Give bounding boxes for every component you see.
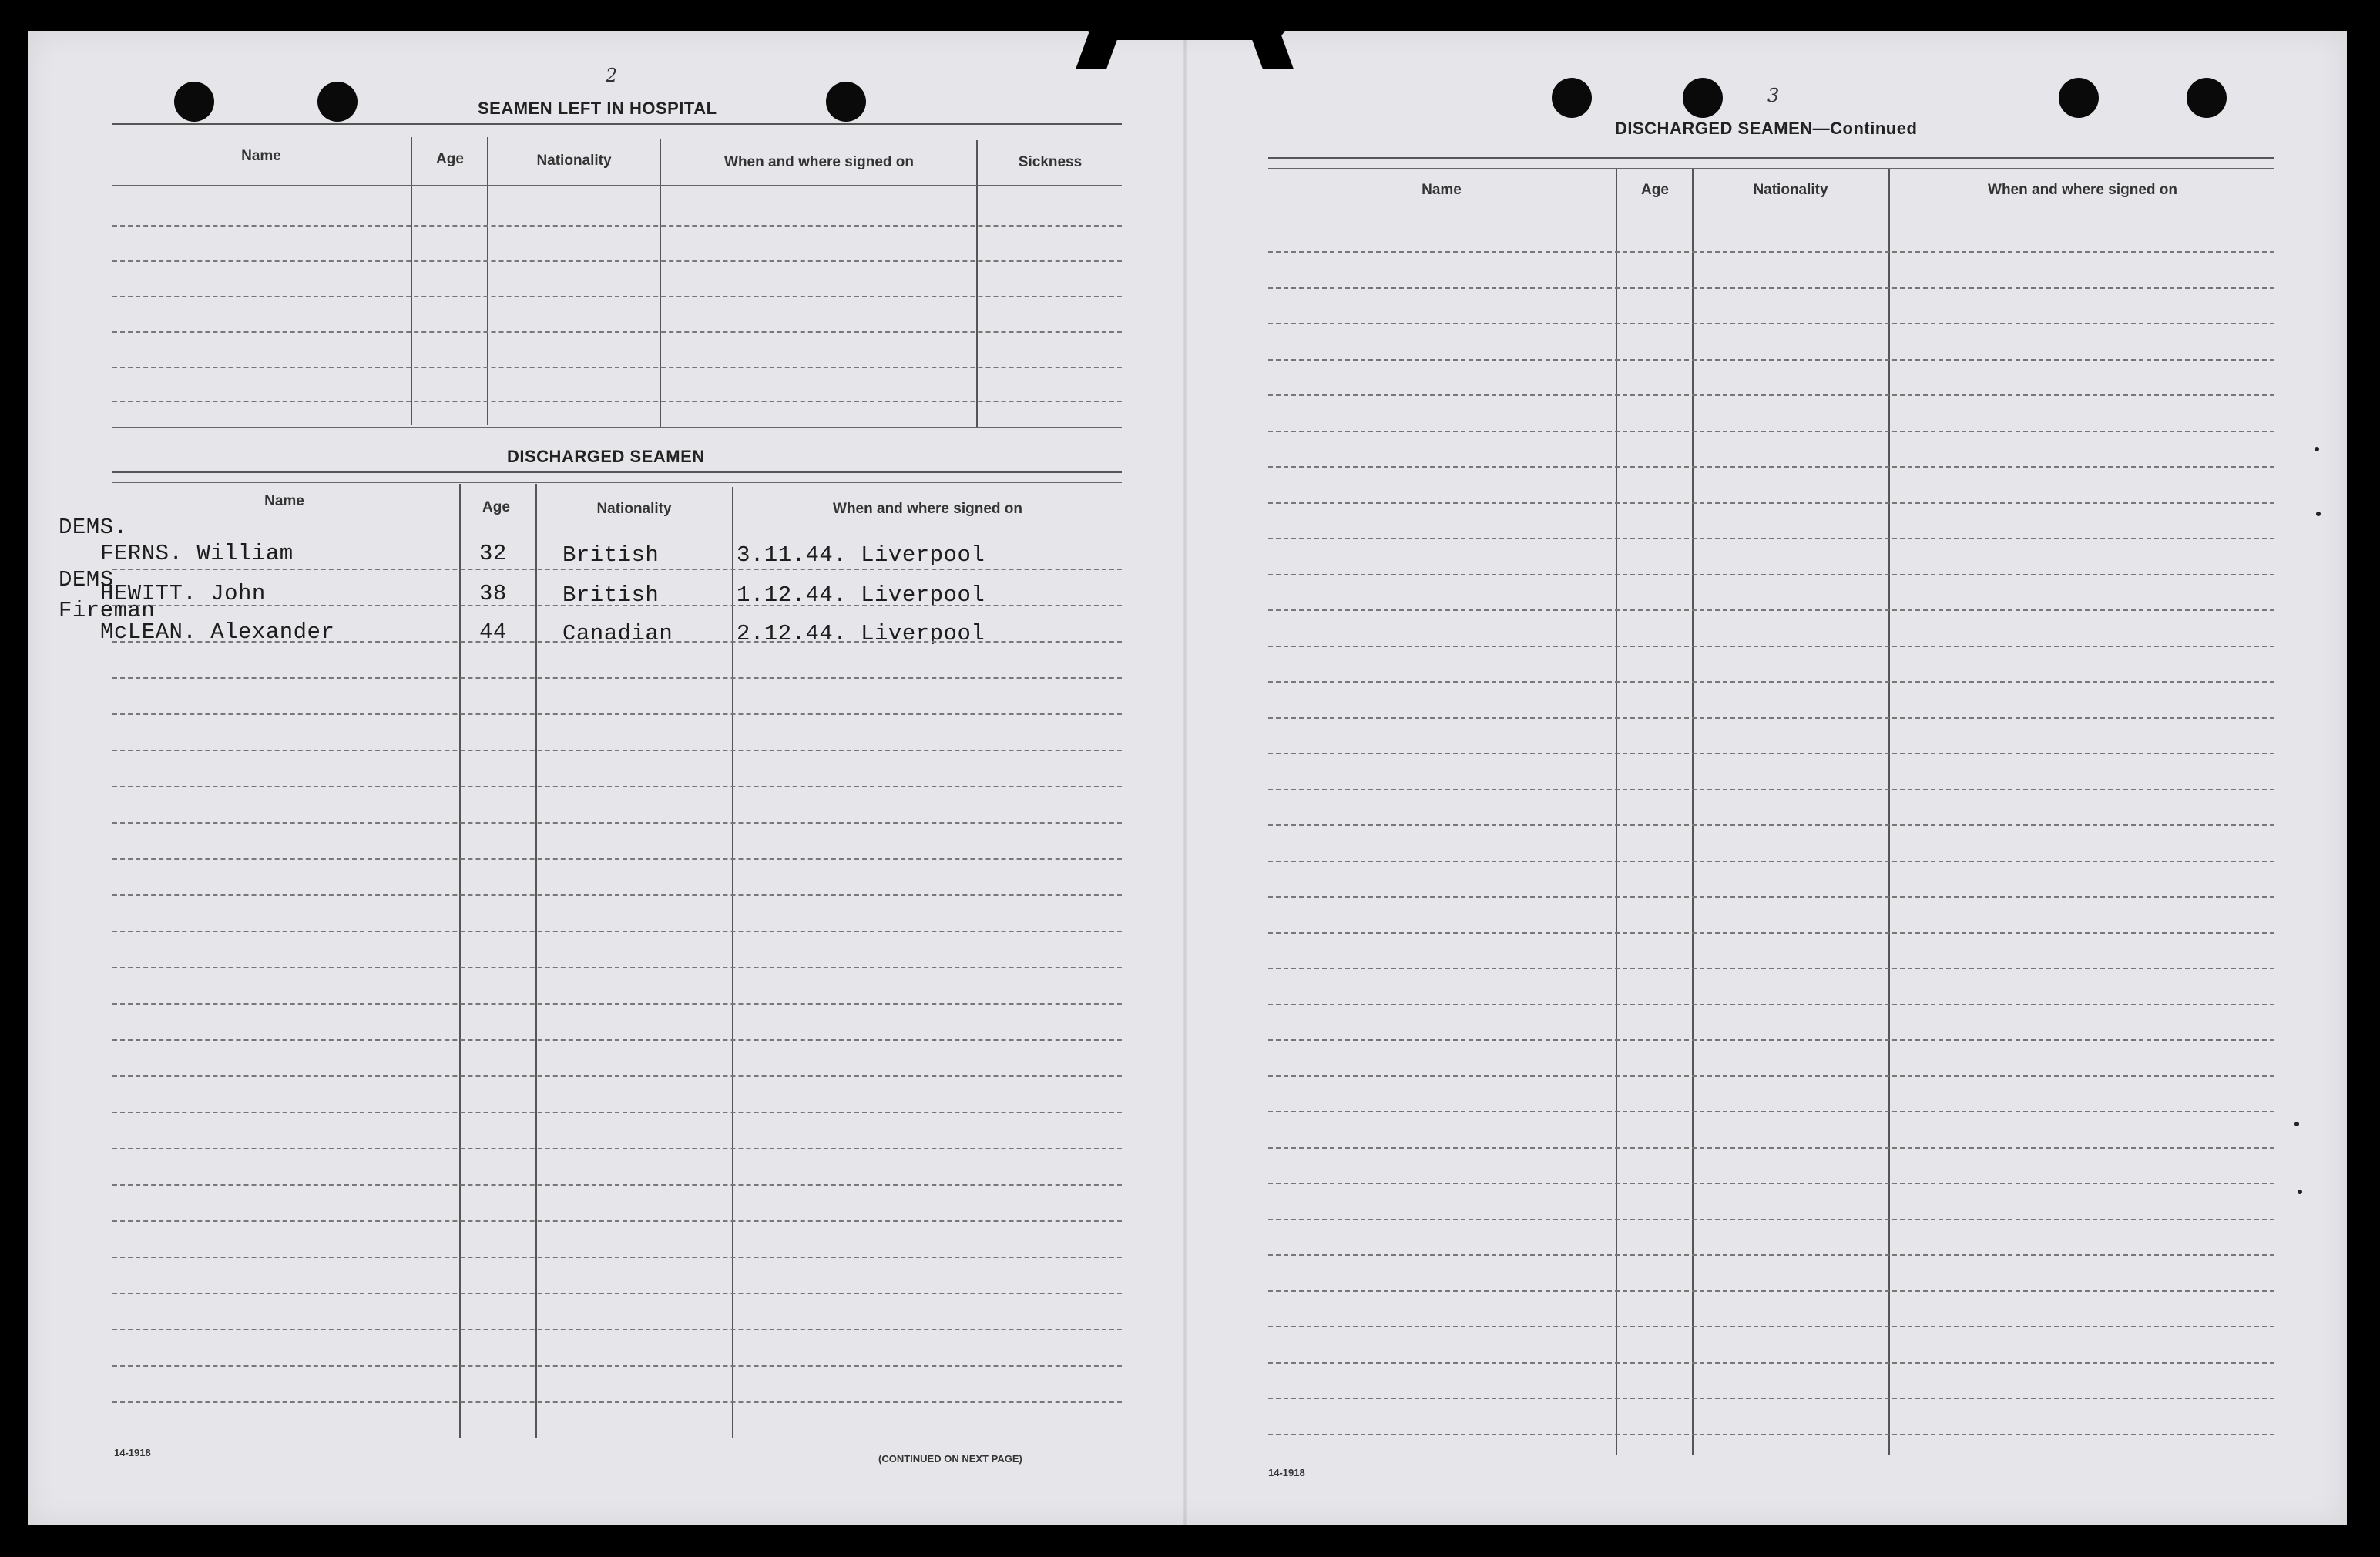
right-row-line — [1268, 1111, 2274, 1112]
punch-hole — [317, 82, 358, 122]
entry-nationality: Canadian — [562, 621, 673, 646]
discharged-row-line — [112, 786, 1122, 787]
discharged-row-line — [112, 641, 1122, 643]
entry-rating: Fireman — [59, 598, 156, 623]
hospital-col-name: Name — [241, 148, 281, 164]
discharged-section-title: DISCHARGED SEAMEN — [507, 447, 705, 466]
right-divider — [1692, 169, 1694, 1455]
right-row-line — [1268, 609, 2274, 611]
right-row-line — [1268, 1326, 2274, 1327]
punch-hole — [174, 82, 214, 122]
right-row-line — [1268, 824, 2274, 826]
right-row-line — [1268, 538, 2274, 539]
right-row-line — [1268, 287, 2274, 289]
discharged-row-line — [112, 1329, 1122, 1330]
hospital-col-sickness: Sickness — [1018, 154, 1083, 170]
right-table-top-rule-2 — [1268, 168, 2274, 169]
right-row-line — [1268, 431, 2274, 432]
document-sheet — [28, 31, 2347, 1525]
right-row-line — [1268, 681, 2274, 683]
discharged-row-line — [112, 1184, 1122, 1186]
discharged-row-line — [112, 1220, 1122, 1222]
right-row-line — [1268, 968, 2274, 969]
right-table-top-rule — [1268, 157, 2274, 159]
entry-age: 38 — [479, 581, 507, 606]
discharged-col-signed-on: When and where signed on — [833, 501, 1022, 517]
hospital-row-line — [112, 225, 1122, 227]
discharged-divider — [459, 484, 461, 1438]
hospital-divider — [976, 140, 978, 428]
right-row-line — [1268, 1254, 2274, 1256]
right-row-line — [1268, 1147, 2274, 1149]
entry-signed-on: 2.12.44. Liverpool — [737, 621, 985, 646]
hospital-table-top-rule — [112, 123, 1122, 125]
entry-name: HEWITT. John — [100, 581, 266, 606]
discharged-row-line — [112, 931, 1122, 932]
right-row-line — [1268, 1434, 2274, 1435]
hospital-table-bottom-rule — [112, 427, 1122, 428]
hospital-divider — [411, 137, 412, 425]
discharged-divider — [535, 484, 537, 1438]
hospital-col-age: Age — [436, 151, 464, 167]
hospital-row-line — [112, 331, 1122, 333]
discharged-row-line — [112, 858, 1122, 860]
entry-rating: DEMS — [59, 567, 114, 592]
right-divider — [1888, 169, 1890, 1455]
discharged-row-line — [112, 1365, 1122, 1367]
right-row-line — [1268, 1075, 2274, 1077]
right-form-number: 14-1918 — [1268, 1467, 1305, 1478]
punch-hole — [2187, 78, 2227, 118]
entry-name: FERNS. William — [100, 541, 294, 566]
entry-signed-on: 3.11.44. Liverpool — [737, 542, 985, 568]
right-row-line — [1268, 717, 2274, 719]
right-row-line — [1268, 1219, 2274, 1220]
right-row-line — [1268, 323, 2274, 324]
hospital-row-line — [112, 260, 1122, 262]
hospital-col-signed-on: When and where signed on — [724, 154, 914, 170]
right-row-line — [1268, 1183, 2274, 1184]
right-row-line — [1268, 1362, 2274, 1364]
entry-rating: DEMS. — [59, 515, 128, 540]
discharged-row-line — [112, 967, 1122, 968]
right-row-line — [1268, 466, 2274, 468]
hospital-section-title: SEAMEN LEFT IN HOSPITAL — [478, 99, 717, 118]
page-fold — [1183, 31, 1187, 1525]
discharged-row-line — [112, 822, 1122, 824]
speck — [2316, 512, 2321, 516]
right-row-line — [1268, 896, 2274, 898]
discharged-divider — [732, 487, 733, 1438]
discharged-row-line — [112, 713, 1122, 715]
right-divider — [1616, 169, 1617, 1455]
discharged-table-top-rule-2 — [112, 482, 1122, 483]
discharged-col-name: Name — [264, 493, 304, 509]
punch-hole — [1683, 78, 1723, 118]
hospital-divider — [487, 137, 488, 425]
right-col-age: Age — [1641, 182, 1669, 198]
hospital-row-line — [112, 367, 1122, 368]
entry-age: 44 — [479, 619, 507, 645]
discharged-row-line — [112, 569, 1122, 570]
discharged-row-line — [112, 677, 1122, 679]
punch-hole — [2059, 78, 2099, 118]
entry-nationality: British — [562, 542, 660, 568]
right-row-line — [1268, 502, 2274, 504]
discharged-col-age: Age — [482, 499, 510, 515]
discharged-row-line — [112, 750, 1122, 751]
left-form-number: 14-1918 — [114, 1447, 151, 1458]
entry-nationality: British — [562, 582, 660, 608]
right-col-signed-on: When and where signed on — [1988, 182, 2177, 198]
speck — [2294, 1122, 2299, 1126]
right-page-title: DISCHARGED SEAMEN—Continued — [1615, 119, 1918, 138]
right-page-number: 3 — [1767, 85, 1780, 106]
left-page-number: 2 — [606, 65, 618, 86]
right-col-name: Name — [1422, 182, 1462, 198]
entry-name: McLEAN. Alexander — [100, 619, 335, 645]
right-row-line — [1268, 251, 2274, 253]
discharged-row-line — [112, 1293, 1122, 1294]
hospital-divider — [660, 139, 661, 427]
right-row-line — [1268, 1398, 2274, 1399]
right-row-line — [1268, 646, 2274, 647]
right-row-line — [1268, 394, 2274, 396]
discharged-row-line — [112, 1003, 1122, 1005]
right-row-line — [1268, 861, 2274, 862]
right-row-line — [1268, 1290, 2274, 1292]
right-row-line — [1268, 1004, 2274, 1005]
hospital-row-line — [112, 401, 1122, 402]
entry-age: 32 — [479, 541, 507, 566]
right-row-line — [1268, 1039, 2274, 1041]
entry-signed-on: 1.12.44. Liverpool — [737, 582, 985, 608]
punch-hole — [826, 82, 866, 122]
discharged-table-top-rule — [112, 471, 1122, 473]
right-row-line — [1268, 932, 2274, 934]
speck — [2298, 1190, 2302, 1194]
right-col-nationality: Nationality — [1753, 182, 1828, 198]
discharged-col-nationality: Nationality — [596, 501, 672, 517]
right-row-line — [1268, 359, 2274, 361]
discharged-row-line — [112, 1112, 1122, 1113]
discharged-row-line — [112, 1401, 1122, 1403]
right-row-line — [1268, 753, 2274, 754]
right-row-line — [1268, 574, 2274, 575]
right-row-line — [1268, 789, 2274, 790]
discharged-row-line — [112, 1148, 1122, 1149]
hospital-row-line — [112, 296, 1122, 297]
continued-note: (CONTINUED ON NEXT PAGE) — [878, 1453, 1022, 1465]
speck — [2315, 447, 2319, 451]
discharged-row-line — [112, 1075, 1122, 1077]
discharged-row-line — [112, 605, 1122, 606]
hospital-col-nationality: Nationality — [536, 153, 612, 169]
discharged-row-line — [112, 894, 1122, 896]
discharged-row-line — [112, 1039, 1122, 1041]
discharged-row-line — [112, 1257, 1122, 1258]
hospital-header-rule — [112, 185, 1122, 186]
punch-hole — [1552, 78, 1592, 118]
